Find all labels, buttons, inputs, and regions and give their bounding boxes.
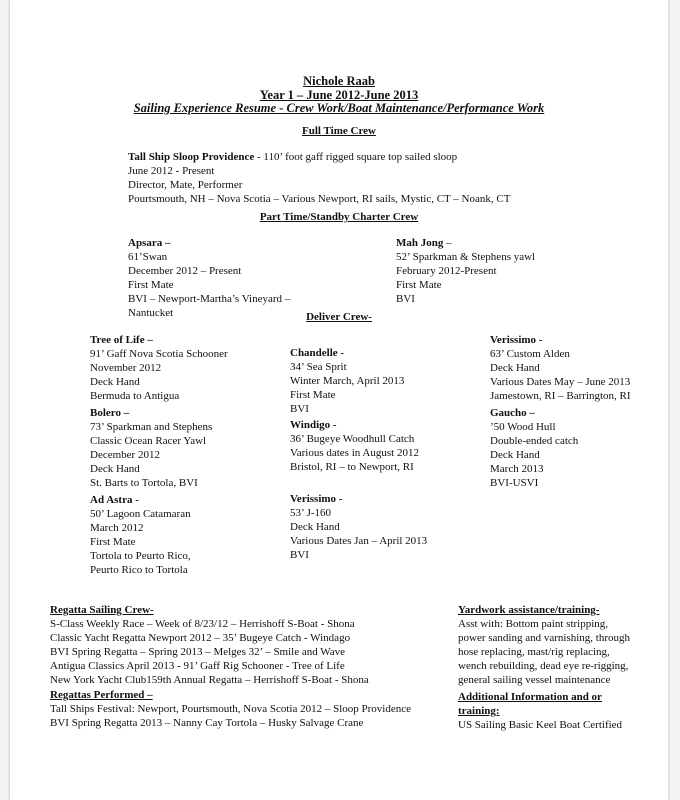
- vessel-name: Mah Jong: [396, 237, 444, 249]
- vessel-line: Peurto Rico to Tortola: [90, 564, 188, 576]
- regatta-line: Classic Yacht Regatta Newport 2012 – 35’ Bugeye Catch - Windago: [50, 632, 351, 644]
- resume-year: Year 1 – June 2012-June 2013: [259, 88, 419, 102]
- regatta-line: BVI Spring Regatta – Spring 2013 – Melges 32’ – Smile and Wave: [50, 646, 346, 658]
- full-time-vessel-desc: - 110’ foot gaff rigged square top sailed sloop: [254, 151, 458, 163]
- vessel-line: February 2012-Present: [396, 265, 497, 277]
- additional-title: training:: [458, 705, 500, 717]
- vessel-line: Various Dates Jan – April 2013: [290, 535, 428, 547]
- regattas-performed-line: BVI Spring Regatta 2013 – Nanny Cay Tortola – Husky Salvage Crane: [50, 717, 364, 729]
- vessel-name-suffix: –: [443, 237, 452, 249]
- yardwork-title: Yardwork assistance/training-: [458, 604, 600, 616]
- yardwork-line: hose replacing, mast/rig replacing,: [458, 646, 610, 658]
- full-time-vessel: Tall Ship Sloop Providence: [128, 151, 255, 163]
- additional-line: US Sailing Basic Keel Boat Certified: [458, 719, 623, 731]
- deliver-title: Deliver Crew-: [306, 311, 372, 323]
- part-time-left: [128, 236, 290, 320]
- yardwork-line: Asst with: Bottom paint stripping,: [458, 618, 609, 630]
- vessel-name: Tree of Life –: [90, 334, 153, 346]
- vessel-name: Bolero –: [90, 407, 130, 419]
- vessel-line: Various dates in August 2012: [290, 447, 419, 459]
- deliver-entry: [490, 406, 578, 490]
- vessel-line: BVI-USVI: [490, 477, 539, 489]
- vessel-line: 52’ Sparkman & Stephens yawl: [396, 251, 536, 263]
- part-time-right: [396, 236, 535, 306]
- vessel-line: BVI: [396, 293, 415, 305]
- vessel-line: Nantucket: [128, 307, 174, 319]
- vessel-line: First Mate: [290, 389, 336, 401]
- vessel-line: 61’Swan: [128, 251, 168, 263]
- deliver-entry: [90, 493, 191, 577]
- full-time-title: Full Time Crew: [302, 125, 376, 137]
- vessel-line: First Mate: [396, 279, 442, 291]
- vessel-line: December 2012: [90, 449, 160, 461]
- vessel-line: Jamestown, RI – Barrington, RI: [490, 390, 631, 402]
- vessel-line: December 2012 – Present: [128, 265, 242, 277]
- vessel-name: Gaucho –: [490, 407, 535, 419]
- vessel-line: First Mate: [128, 279, 174, 291]
- deliver-entry: [490, 333, 631, 403]
- full-time-line: Director, Mate, Performer: [128, 179, 243, 191]
- vessel-line: Bristol, RI – to Newport, RI: [290, 461, 414, 473]
- resume-name: Nichole Raab: [303, 74, 375, 88]
- vessel-line: BVI: [290, 403, 309, 415]
- vessel-name: Chandelle -: [290, 347, 345, 359]
- vessel-line: March 2013: [490, 463, 544, 475]
- vessel-line: First Mate: [90, 536, 136, 548]
- additional-section: [458, 690, 622, 732]
- vessel-name: Apsara –: [128, 237, 171, 249]
- vessel-line: Deck Hand: [290, 521, 340, 533]
- resume-subtitle: Sailing Experience Resume - Crew Work/Boat Maintenance/Performance Work: [133, 101, 545, 115]
- yardwork-line: power sanding and varnishing, through: [458, 632, 630, 644]
- full-time-line: Pourtsmouth, NH – Nova Scotia – Various Newport, RI sails, Mystic, CT – Noank, CT: [128, 193, 511, 205]
- vessel-line: Deck Hand: [90, 376, 140, 388]
- vessel-line: Classic Ocean Racer Yawl: [90, 435, 207, 447]
- vessel-line: March 2012: [90, 522, 144, 534]
- vessel-line: Double-ended catch: [490, 435, 579, 447]
- deliver-entry: [90, 406, 212, 490]
- resume-page: [10, 0, 668, 800]
- regatta-title: Regatta Sailing Crew-: [50, 604, 154, 616]
- regatta-line: New York Yacht Club159th Annual Regatta – Herrishoff S-Boat - Shona: [50, 674, 369, 686]
- yardwork-section: [458, 603, 630, 687]
- vessel-line: St. Barts to Tortola, BVI: [90, 477, 198, 489]
- vessel-line: 50’ Lagoon Catamaran: [90, 508, 191, 520]
- full-time-line: June 2012 - Present: [128, 165, 215, 177]
- deliver-entry: [290, 346, 404, 416]
- regattas-performed-line: Tall Ships Festival: Newport, Pourtsmouth, Nova Scotia 2012 – Sloop Providence: [50, 703, 411, 715]
- vessel-line: ’50 Wood Hull: [490, 421, 556, 433]
- vessel-line: 36’ Bugeye Woodhull Catch: [290, 433, 415, 445]
- vessel-line: BVI: [290, 549, 309, 561]
- vessel-name: Verissimo -: [290, 493, 343, 505]
- vessel-line: Various Dates May – June 2013: [490, 376, 631, 388]
- vessel-line: November 2012: [90, 362, 162, 374]
- regatta-line: S-Class Weekly Race – Week of 8/23/12 – Herrishoff S-Boat - Shona: [50, 618, 355, 630]
- vessel-line: Winter March, April 2013: [290, 375, 405, 387]
- regatta-line: Antigua Classics April 2013 - 91’ Gaff Rig Schooner - Tree of Life: [50, 660, 345, 672]
- additional-title: Additional Information and or: [458, 691, 602, 703]
- part-time-title: Part Time/Standby Charter Crew: [259, 211, 419, 223]
- vessel-line: 73’ Sparkman and Stephens: [90, 421, 213, 433]
- vessel-line: Bermuda to Antigua: [90, 390, 180, 402]
- deliver-entry: [290, 492, 427, 562]
- vessel-name: Ad Astra -: [90, 494, 139, 506]
- regattas-performed-title: Regattas Performed –: [50, 689, 153, 701]
- deliver-entry: [290, 418, 419, 474]
- yardwork-line: wench rebuilding, dead eye re-rigging,: [458, 660, 629, 672]
- regattas-performed-section: [50, 688, 411, 730]
- vessel-line: Tortola to Peurto Rico,: [90, 550, 191, 562]
- regatta-section: [50, 603, 369, 687]
- vessel-name: Windigo -: [290, 419, 337, 431]
- vessel-line: 91’ Gaff Nova Scotia Schooner: [90, 348, 228, 360]
- full-time-block: [128, 150, 510, 206]
- vessel-line: Deck Hand: [490, 362, 540, 374]
- vessel-line: 34’ Sea Sprit: [290, 361, 347, 373]
- deliver-entry: [90, 333, 228, 403]
- vessel-line: BVI – Newport-Martha’s Vineyard –: [128, 293, 291, 305]
- vessel-line: Deck Hand: [490, 449, 540, 461]
- vessel-line: 63’ Custom Alden: [490, 348, 570, 360]
- vessel-name: Verissimo -: [490, 334, 543, 346]
- yardwork-line: general sailing vessel maintenance: [458, 674, 611, 686]
- vessel-line: 53’ J-160: [290, 507, 332, 519]
- vessel-line: Deck Hand: [90, 463, 140, 475]
